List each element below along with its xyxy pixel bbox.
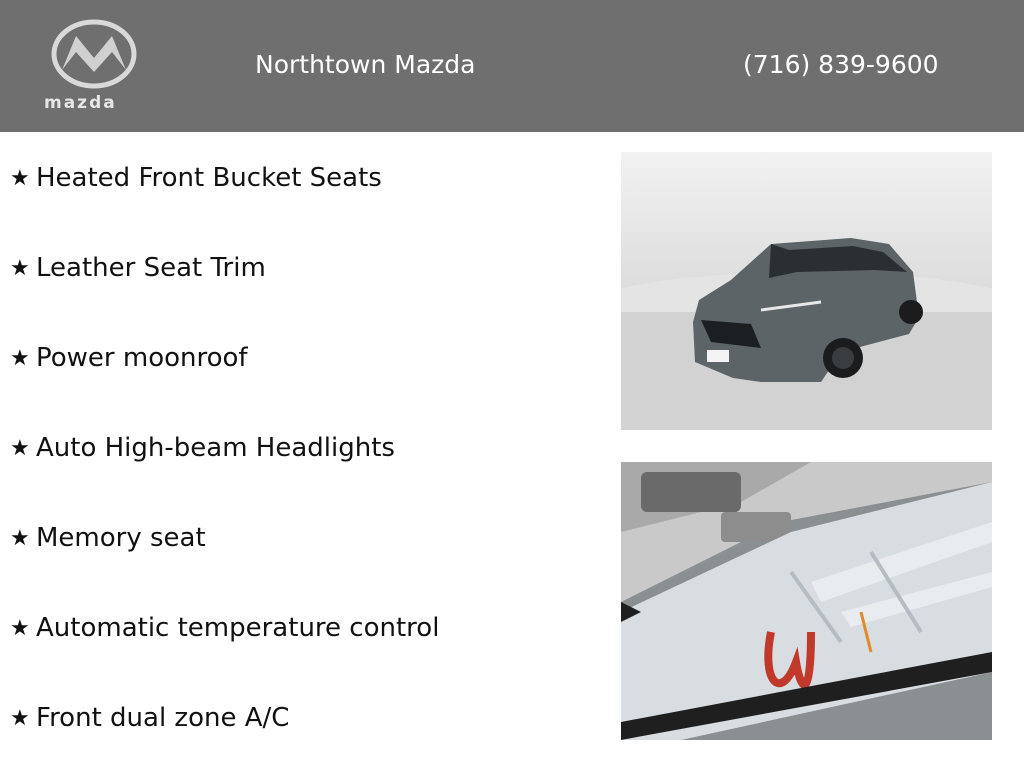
- list-item: [10, 518, 206, 558]
- list-item: [10, 248, 266, 288]
- list-item: [10, 338, 248, 378]
- feature-label: Automatic temperature control: [36, 613, 440, 643]
- list-item: [10, 428, 395, 468]
- feature-label: Front dual zone A/C: [36, 703, 290, 733]
- star-icon: ★: [10, 255, 30, 281]
- star-icon: ★: [10, 615, 30, 641]
- list-item: [10, 698, 289, 738]
- star-icon: ★: [10, 165, 30, 191]
- star-icon: ★: [10, 705, 30, 731]
- dealer-phone[interactable]: (716) 839-9600: [743, 50, 939, 79]
- list-item: [10, 158, 382, 198]
- header-bar: [0, 0, 1024, 132]
- feature-label: Memory seat: [36, 523, 206, 553]
- feature-label: Power moonroof: [36, 343, 248, 373]
- feature-label: Heated Front Bucket Seats: [36, 163, 382, 193]
- star-icon: ★: [10, 345, 30, 371]
- brand-wordmark: mazda: [44, 93, 117, 113]
- feature-label: Leather Seat Trim: [36, 253, 266, 283]
- dealer-name[interactable]: Northtown Mazda: [255, 50, 476, 79]
- list-item: [10, 608, 439, 648]
- feature-label: Auto High-beam Headlights: [36, 433, 395, 463]
- star-icon: ★: [10, 525, 30, 551]
- vehicle-exterior-photo[interactable]: [621, 152, 992, 430]
- star-icon: ★: [10, 435, 30, 461]
- moonroof-interior-photo[interactable]: [621, 462, 992, 740]
